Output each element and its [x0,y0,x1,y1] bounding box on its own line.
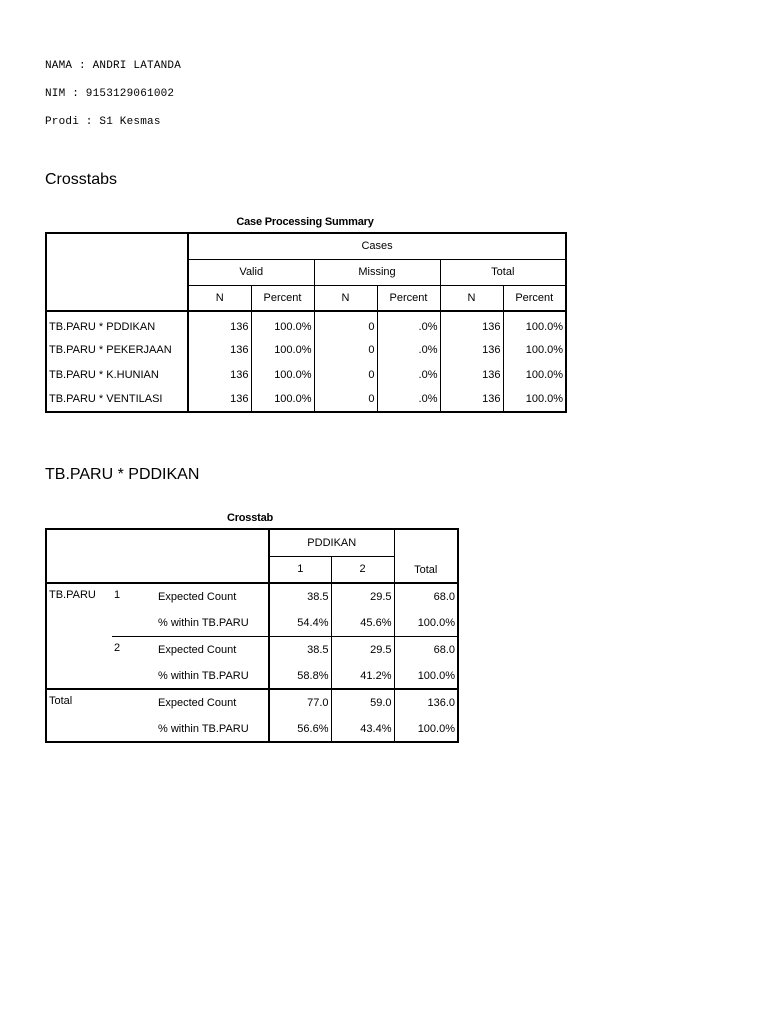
row-label: TB.PARU * K.HUNIAN [46,362,188,387]
summary-group-missing: Missing [314,259,440,285]
cell: 68.0 [433,643,455,656]
cell: 29.5 [331,636,394,663]
cell: 0 [314,337,377,362]
case-processing-summary-table [45,232,567,413]
cell: 136 [440,362,503,387]
table-row [46,387,566,412]
cell: 136.0 [427,697,455,709]
crosstab-col-var: PDDIKAN [269,529,394,556]
crosstab-col-cat: 1 [269,556,331,583]
cell: 100.0% [525,320,564,333]
summary-cases-header: Cases [188,233,566,259]
cell: 100.0% [525,368,564,381]
row-stat: % within TB.PARU [156,663,269,689]
summary-sub-header: N [314,285,377,311]
summary-group-valid: Valid [188,259,314,285]
row-cat-label: 1 [114,589,121,601]
crosstab-table [45,528,459,743]
summary-group-total: Total [440,259,566,285]
cell: 77.0 [269,689,331,716]
cell: .0% [377,362,440,387]
summary-sub-header: Percent [503,285,566,311]
row-group [46,583,112,689]
summary-sub-header: Percent [251,285,314,311]
student-name: NAMA : ANDRI LATANDA [45,60,182,72]
cell: 59.0 [331,689,394,716]
table-row [46,689,458,716]
row-cat [112,636,156,689]
summary-sub-header: Percent [377,285,440,311]
cell: 100.0% [394,663,458,689]
cell: 136 [188,337,251,362]
row-group-label: Total [49,695,73,707]
cell: 136 [188,311,251,337]
summary-caption: Case Processing Summary [236,216,374,228]
section-title-crosstab: TB.PARU * PDDIKAN [45,466,200,483]
row-stat: Expected Count [156,583,269,610]
row-label: TB.PARU * PDDIKAN [46,311,188,337]
cell: 100.0% [525,343,564,356]
cell: 38.5 [269,583,331,610]
row-cat-label: 2 [114,641,121,654]
row-cat [112,583,156,636]
cell: .0% [377,337,440,362]
cell: 43.4% [331,716,394,742]
row-stat: % within TB.PARU [156,716,269,742]
cell: 136 [440,311,503,337]
table-row [46,583,458,610]
row-group-label: TB.PARU [49,589,96,601]
summary-corner [46,233,188,311]
cell: 29.5 [331,583,394,610]
row-stat: Expected Count [156,636,269,663]
cell: 38.5 [269,636,331,663]
row-label: TB.PARU * VENTILASI [46,387,188,412]
cell: 136 [188,362,251,387]
cell: 100.0% [394,610,458,636]
table-row [46,362,566,387]
row-group [46,689,156,742]
cell: 54.4% [269,610,331,636]
cell: 68.0 [433,591,455,603]
cell: 136 [440,387,503,412]
cell: 136 [188,387,251,412]
crosstab-col-cat: 2 [331,556,394,583]
cell: 0 [314,362,377,387]
cell: 0 [314,311,377,337]
crosstab-total-header: Total [394,529,458,583]
row-label: TB.PARU * PEKERJAAN [46,337,188,362]
cell: 45.6% [331,610,394,636]
table-row [46,337,566,362]
cell: 100.0% [417,722,455,735]
row-stat: Expected Count [156,689,269,716]
cell: 100.0% [251,362,314,387]
summary-sub-header: N [188,285,251,311]
cell: 100.0% [525,393,564,405]
cell: 0 [314,387,377,412]
student-prodi: Prodi : S1 Kesmas [45,116,161,128]
crosstab-caption: Crosstab [226,512,274,524]
row-stat: % within TB.PARU [156,610,269,636]
cell: 100.0% [251,387,314,412]
summary-sub-header: N [440,285,503,311]
crosstab-corner [46,529,269,583]
student-nim: NIM : 9153129061002 [45,88,175,100]
cell: 41.2% [331,663,394,689]
cell: .0% [377,311,440,337]
cell: .0% [377,387,440,412]
cell: 100.0% [251,311,314,337]
cell: 56.6% [269,716,331,742]
table-row [46,311,566,337]
section-title-crosstabs: Crosstabs [45,171,118,188]
cell: 58.8% [269,663,331,689]
cell: 136 [440,337,503,362]
cell: 100.0% [251,337,314,362]
